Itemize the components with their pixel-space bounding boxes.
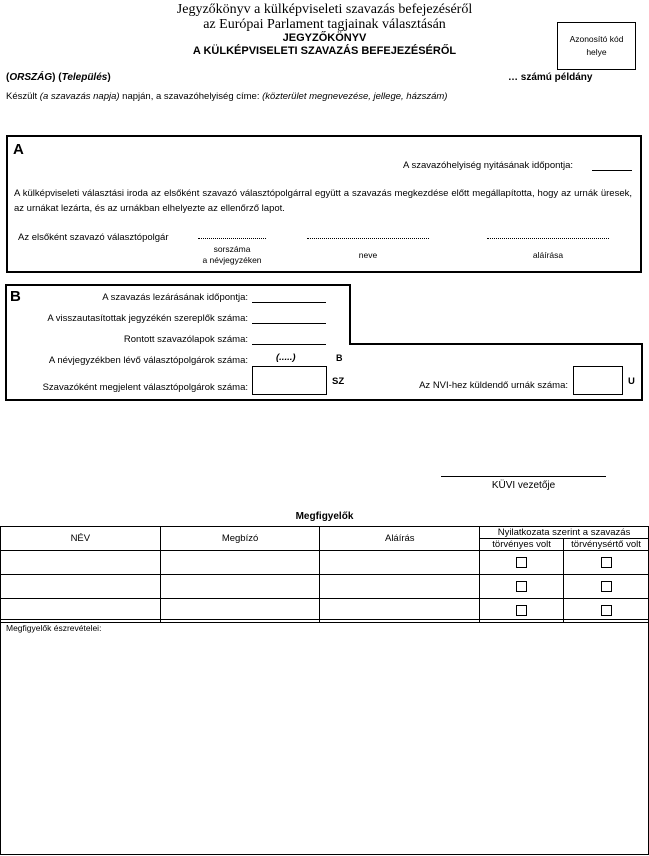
rejected-count-label: A visszautasítottak jegyzékén szereplők száma: bbox=[47, 313, 248, 324]
leader-signature-line[interactable] bbox=[441, 476, 606, 477]
spoiled-ballots-field[interactable] bbox=[252, 344, 326, 345]
col-megbizo-header: Megbízó bbox=[160, 527, 320, 551]
urn-count-field[interactable] bbox=[573, 366, 623, 395]
observers-remarks-label: Megfigyelők észrevételei: bbox=[6, 623, 102, 633]
lawful-checkbox[interactable] bbox=[516, 581, 527, 592]
observers-remarks-box[interactable] bbox=[0, 619, 649, 855]
col-alairas-header: Aláírás bbox=[320, 527, 480, 551]
col-unlawful-header: törvénysértő volt bbox=[564, 539, 649, 551]
closing-time-label: A szavazás lezárásának időpontja: bbox=[102, 292, 248, 303]
lawful-checkbox[interactable] bbox=[516, 605, 527, 616]
observers-table bbox=[0, 526, 649, 623]
voters-appeared-code: SZ bbox=[332, 376, 345, 387]
section-b-letter: B bbox=[10, 288, 21, 305]
urn-count-code: U bbox=[628, 376, 635, 387]
voting-date-placeholder: (a szavazás napja) bbox=[39, 91, 120, 102]
leader-signature-label: KÜVI vezetője bbox=[491, 480, 556, 491]
rejected-count-field[interactable] bbox=[252, 323, 326, 324]
opening-time-label: A szavazóhelyiség nyitásának időpontja: bbox=[403, 160, 574, 171]
urn-count-label: Az NVI-hez küldendő urnák száma: bbox=[419, 380, 568, 391]
document-subtitle: az Európai Parlament tagjainak választásán bbox=[203, 17, 446, 32]
lawful-cell bbox=[480, 551, 564, 575]
unlawful-checkbox[interactable] bbox=[601, 605, 612, 616]
registered-voters-value: (.....) bbox=[276, 352, 296, 363]
lawful-checkbox[interactable] bbox=[516, 557, 527, 568]
observer-signature-cell[interactable] bbox=[320, 551, 480, 575]
settlement-placeholder: Település bbox=[61, 72, 108, 83]
unlawful-cell bbox=[564, 551, 649, 575]
made-prefix: Készült bbox=[6, 91, 40, 102]
copy-number: … számú példány bbox=[508, 72, 593, 83]
table-row bbox=[1, 575, 649, 599]
country-placeholder: ORSZÁG bbox=[9, 72, 53, 83]
lawful-cell bbox=[480, 575, 564, 599]
registered-voters-code: B bbox=[336, 353, 343, 363]
section-a-paragraph: A külképviseleti választási iroda az elsőként szavazó választópolgárral együtt a szavazás megkezdése előtt megállapította, hogy az urnák üresek, az urnákat lezárta, és az urnákban elhelyezte az ellenőrző lapot. bbox=[14, 188, 632, 214]
col-signature-label: aláírása bbox=[532, 250, 564, 260]
registered-voters-label: A névjegyzékben lévő választópolgárok száma: bbox=[48, 355, 248, 366]
col-number-label: sorszáma a névjegyzéken bbox=[202, 244, 262, 265]
document-heading-sub: A KÜLKÉPVISELETI SZAVAZÁS BEFEJEZÉSÉRŐL bbox=[192, 45, 457, 57]
first-voter-label: Az elsőként szavazó választópolgár bbox=[18, 232, 169, 243]
observers-title: Megfigyelők bbox=[295, 511, 354, 522]
unlawful-checkbox[interactable] bbox=[601, 557, 612, 568]
col-statement-header: Nyilatkozata szerint a szavazás bbox=[480, 527, 649, 539]
address-placeholder: (közterület megnevezése, jellege, házszám) bbox=[262, 91, 448, 102]
observer-name-cell[interactable] bbox=[1, 575, 161, 599]
document-heading: JEGYZŐKÖNYV bbox=[282, 32, 367, 44]
document-title: Jegyzőkönyv a külképviseleti szavazás befejezéséről bbox=[176, 2, 473, 17]
section-a-letter: A bbox=[13, 141, 24, 158]
country-settlement: (ORSZÁG) (Település) bbox=[6, 72, 111, 83]
spoiled-ballots-label: Rontott szavazólapok száma: bbox=[123, 334, 248, 345]
observers-header-row bbox=[1, 527, 649, 539]
observer-signature-cell[interactable] bbox=[320, 575, 480, 599]
voters-appeared-field[interactable] bbox=[252, 366, 327, 395]
voters-appeared-label: Szavazóként megjelent választópolgárok száma: bbox=[42, 382, 248, 393]
unlawful-checkbox[interactable] bbox=[601, 581, 612, 592]
closing-time-field[interactable] bbox=[252, 302, 326, 303]
observer-principal-cell[interactable] bbox=[160, 551, 320, 575]
col-lawful-header: törvényes volt bbox=[480, 539, 564, 551]
table-row bbox=[1, 551, 649, 575]
made-mid: napján, a szavazóhelyiség címe: bbox=[119, 91, 263, 102]
observer-principal-cell[interactable] bbox=[160, 575, 320, 599]
observer-name-cell[interactable] bbox=[1, 551, 161, 575]
col-name-label: neve bbox=[358, 250, 378, 260]
id-code-label: Azonosító kód helye bbox=[569, 34, 624, 57]
unlawful-cell bbox=[564, 575, 649, 599]
col-nev-header: NÉV bbox=[1, 527, 161, 551]
